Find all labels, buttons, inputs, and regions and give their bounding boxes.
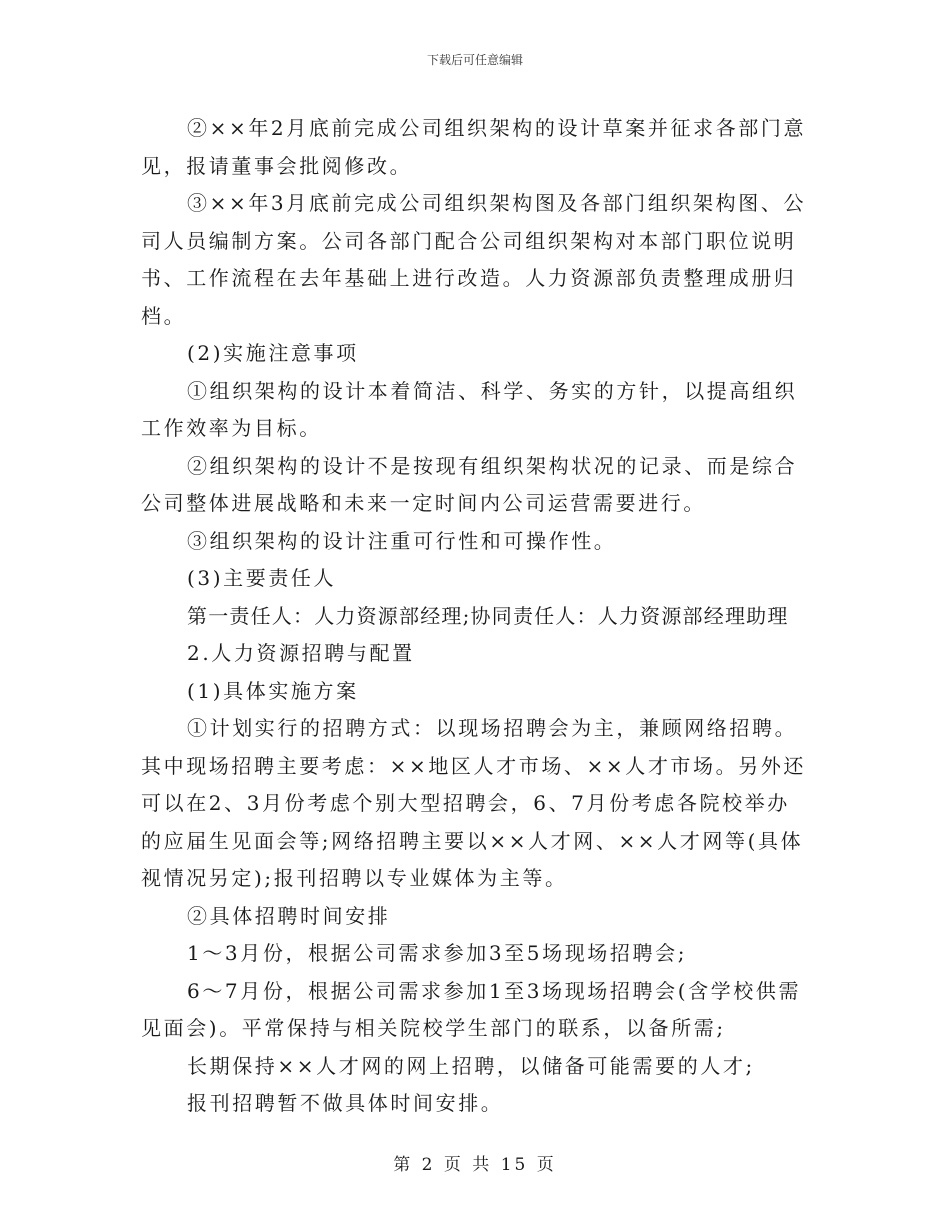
paragraph-2: ③××年3月底前完成公司组织架构图及各部门组织架构图、公司人员编制方案。公司各部门配合公司组织架构对本部门职位说明书、工作流程在去年基础上进行改造。人力资源部负责整理成册归档。 [141,191,807,328]
section-heading-1: (1)具体实施方案 [187,678,359,703]
chapter-heading-2: 2.人力资源招聘与配置 [187,641,415,665]
paragraph-4: ②组织架构的设计不是按现有组织架构状况的记录、而是综合公司整体进展战略和未来一定时间内公司运营需要进行。 [141,453,798,515]
paragraph-7: 1～3月份，根据公司需求参加3至5场现场招聘会; [187,941,688,965]
section-heading-schedule: ②具体招聘时间安排 [187,903,391,928]
paragraph-9: 长期保持××人才网的网上招聘，以储备可能需要的人才; [187,1053,755,1078]
section-heading-3: (3)主要责任人 [187,566,337,590]
section-heading-2: (2)实施注意事项 [187,341,359,365]
paragraph-5: ③组织架构的设计注重可行性和可操作性。 [187,528,617,553]
paragraph-10: 报刊招聘暂不做具体时间安排。 [187,1091,504,1115]
page-header-note: 下载后可任意编辑 [426,53,523,67]
paragraph-3: ①组织架构的设计本着简洁、科学、务实的方针，以提高组织工作效率为目标。 [141,378,798,440]
document-body [141,110,811,1123]
paragraph-8: 6～7月份，根据公司需求参加1至3场现场招聘会(含学校供需见面会)。平常保持与相关院校学生部门的联系，以备所需; [141,978,802,1040]
paragraph-6: ①计划实行的招聘方式：以现场招聘会为主，兼顾网络招聘。其中现场招聘主要考虑：××地区人才市场、××人才市场。另外还可以在2、3月份考虑个别大型招聘会，6、7月份考虑各院校举办的应届生见面会等;网络招聘主要以××人才网、××人才网等(具体视情况另定);报刊招聘以专业媒体为主等。 [141,716,807,890]
paragraph-responsible: 第一责任人：人力资源部经理;协同责任人：人力资源部经理助理 [187,603,789,628]
paragraph-1: ②××年2月底前完成公司组织架构的设计草案并征求各部门意见，报请董事会批阅修改。 [141,116,807,178]
page-number: 第 2 页 共 15 页 [393,1155,557,1175]
